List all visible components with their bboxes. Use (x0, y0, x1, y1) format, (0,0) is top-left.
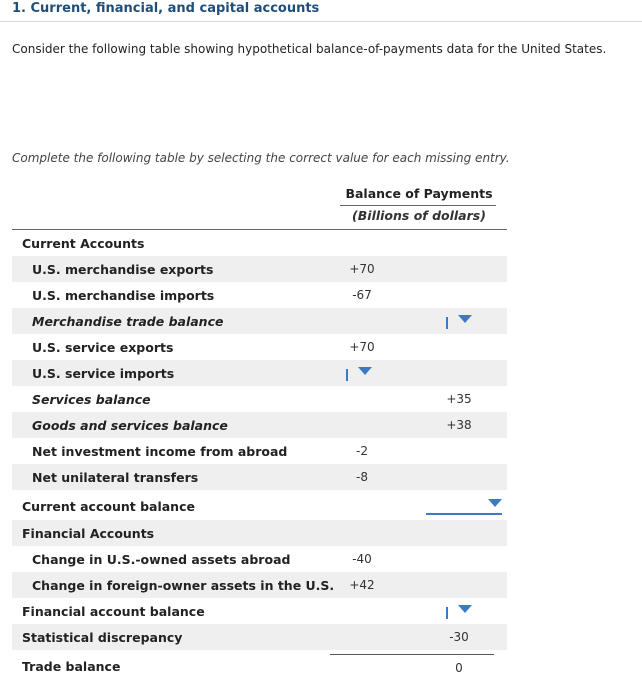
row-label: Services balance (32, 392, 151, 407)
row-trade-balance (12, 653, 507, 679)
row-label: Current Accounts (22, 236, 145, 251)
row-total: +38 (446, 418, 472, 432)
row-merch-balance (12, 308, 507, 334)
row-value: -2 (356, 444, 368, 458)
chevron-down-icon (358, 367, 372, 375)
row-value: -67 (352, 288, 372, 302)
row-service-imports (12, 360, 507, 386)
row-merch-imports (12, 282, 507, 308)
row-current-accounts (12, 230, 507, 256)
row-label: Goods and services balance (32, 418, 228, 433)
row-foreign-owned-assets (12, 572, 507, 598)
service-imports-dropdown[interactable] (346, 367, 372, 381)
row-label: U.S. merchandise exports (32, 262, 214, 277)
row-total: -30 (449, 630, 469, 644)
chevron-down-icon (488, 499, 502, 507)
row-value: -8 (356, 470, 368, 484)
row-net-investment-income (12, 438, 507, 464)
row-net-unilateral (12, 464, 507, 490)
row-label: Trade balance (22, 659, 121, 674)
row-statistical-discrepancy (12, 624, 507, 650)
column-header: Balance of Payments (345, 186, 493, 201)
row-label: Net investment income from abroad (32, 444, 288, 459)
header-divider (340, 205, 496, 206)
row-label: Change in U.S.-owned assets abroad (32, 552, 291, 567)
chevron-down-icon (458, 315, 472, 323)
row-value: +70 (349, 262, 375, 276)
row-label: Merchandise trade balance (32, 314, 224, 329)
row-us-owned-assets (12, 546, 507, 572)
row-merch-exports (12, 256, 507, 282)
row-label: U.S. merchandise imports (32, 288, 215, 303)
row-value: +70 (349, 340, 375, 354)
row-label: Current account balance (22, 499, 195, 514)
row-label: U.S. service exports (32, 340, 174, 355)
current-account-balance-dropdown[interactable] (426, 501, 502, 515)
row-value: +42 (349, 578, 375, 592)
row-service-exports (12, 334, 507, 360)
row-label: Financial Accounts (22, 526, 155, 541)
row-label: Change in foreign-owner assets in the U.S. (32, 578, 335, 593)
instruction-text: Complete the following table by selecting the correct value for each missing entry. (12, 151, 510, 165)
title-divider (0, 21, 642, 22)
row-label: Financial account balance (22, 604, 205, 619)
merch-balance-dropdown[interactable] (446, 315, 472, 329)
row-services-balance (12, 386, 507, 412)
page-title: 1. Current, financial, and capital accounts (12, 1, 320, 16)
chevron-down-icon (458, 605, 472, 613)
row-value: -40 (352, 552, 372, 566)
financial-account-balance-dropdown[interactable] (446, 605, 472, 619)
row-goods-services-balance (12, 412, 507, 438)
intro-text: Consider the following table showing hypothetical balance-of-payments data for the United States. (12, 42, 607, 56)
column-subheader: (Billions of dollars) (352, 208, 486, 223)
row-financial-account-balance (12, 598, 507, 624)
row-total: +35 (446, 392, 472, 406)
row-total: 0 (455, 661, 463, 675)
row-financial-accounts (12, 520, 507, 546)
row-label: Net unilateral transfers (32, 470, 199, 485)
row-current-account-balance (12, 493, 507, 519)
row-label: U.S. service imports (32, 366, 175, 381)
row-label: Statistical discrepancy (22, 630, 183, 645)
